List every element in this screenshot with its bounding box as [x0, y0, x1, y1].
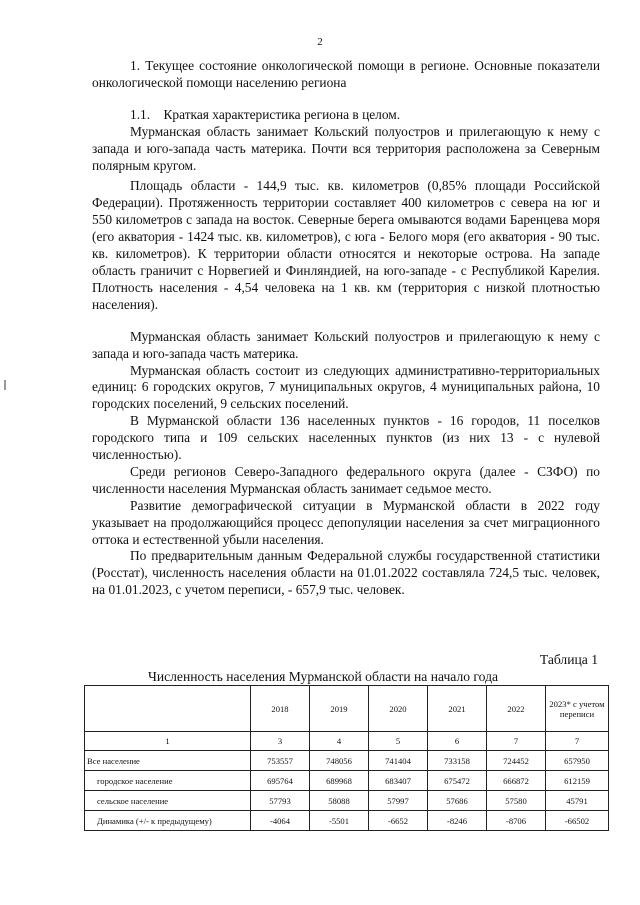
table-row: [85, 771, 609, 791]
paragraph: В Мурманской области 136 населенных пунктов - 16 городов, 11 поселков городского типа и 109 сельских населенных пунктов (из них 13 - с нулевой численностью).: [92, 413, 600, 463]
table-row: [85, 811, 609, 831]
header-cell: 2019: [310, 686, 369, 732]
row-label: городское население: [85, 771, 251, 791]
table-title: Численность населения Мурманской области на начало года: [148, 669, 499, 684]
table-header-row: [85, 686, 609, 732]
table-row: [85, 791, 609, 811]
table-cell: -66502: [546, 811, 609, 831]
table-cell: 689968: [310, 771, 369, 791]
paragraph: Мурманская область занимает Кольский полуостров и прилегающую к нему с запада и юго-запада часть материка.: [92, 328, 600, 361]
table-cell: 741404: [369, 751, 428, 771]
table-cell: 695764: [251, 771, 310, 791]
section-heading: 1. Текущее состояние онкологической помощи в регионе. Основные показатели онкологической помощи населению региона: [92, 58, 600, 90]
row-label: Все население: [85, 751, 251, 771]
header-cell: 2020: [369, 686, 428, 732]
numbering-cell: 4: [310, 732, 369, 751]
page-number: 2: [317, 36, 323, 48]
paragraph: Площадь области - 144,9 тыс. кв. километров (0,85% площади Российской Федерации). Протяженность территории составляет 400 километров с севера на юг и 550 километров с запада на восток. Северные берега омываются водами Баренцева моря (его акватория - 1424 тыс. кв. километров), с юга - Белого моря (его акватория - 90 тыс. кв. километров). К территории области относятся и некоторые острова. На западе область граничит с Норвегией и Финляндией, на юго-западе - с Республикой Карелия. Плотность населения - 4,54 человека на 1 кв. км (территория с низкой плотностью населения).: [92, 178, 600, 312]
numbering-cell: 7: [487, 732, 546, 751]
table-row: [85, 751, 609, 771]
table-cell: -6652: [369, 811, 428, 831]
numbering-cell: 1: [85, 732, 251, 751]
paragraph: Мурманская область состоит из следующих административно-территориальных единиц: 6 городских округов, 7 муниципальных округов, 4 муниципальных района, 10 городских поселений, 9 сельских поселений.: [92, 362, 600, 412]
table-cell: 733158: [428, 751, 487, 771]
paragraph: Развитие демографической ситуации в Мурманской области в 2022 году указывает на продолжающийся процесс депопуляции населения за счет миграционного оттока и естественной убыли населения.: [92, 497, 600, 547]
numbering-cell: 5: [369, 732, 428, 751]
table-cell: 612159: [546, 771, 609, 791]
table-cell: -8246: [428, 811, 487, 831]
table-cell: 748056: [310, 751, 369, 771]
header-cell: [85, 686, 251, 732]
numbering-cell: 3: [251, 732, 310, 751]
header-cell: 2018: [251, 686, 310, 732]
table-cell: 58088: [310, 791, 369, 811]
table-cell: 57580: [487, 791, 546, 811]
table-cell: -5501: [310, 811, 369, 831]
numbering-cell: 6: [428, 732, 487, 751]
header-cell: 2021: [428, 686, 487, 732]
table-cell: 45791: [546, 791, 609, 811]
header-cell: 2022: [487, 686, 546, 732]
table-cell: 724452: [487, 751, 546, 771]
header-cell: 2023* с учетом переписи: [546, 686, 609, 732]
paragraph: Среди регионов Северо-Западного федерального округа (далее - СЗФО) по численности населения Мурманская область занимает седьмое место.: [92, 463, 600, 496]
table-numbering-row: [85, 732, 609, 751]
table-cell: 666872: [487, 771, 546, 791]
paragraph: Мурманская область занимает Кольский полуостров и прилегающую к нему с запада и юго-запада часть материка. Почти вся территория расположена за Северным полярным кругом.: [92, 123, 600, 173]
document-body: [92, 58, 600, 599]
table-cell: 675472: [428, 771, 487, 791]
row-label: сельское население: [85, 791, 251, 811]
table-cell: 753557: [251, 751, 310, 771]
table-caption: Таблица 1: [539, 652, 598, 667]
table-cell: -4064: [251, 811, 310, 831]
scan-mark: [4, 380, 6, 390]
numbering-cell: 7: [546, 732, 609, 751]
paragraph: По предварительным данным Федеральной службы государственной статистики (Росстат), численность населения области на 01.01.2022 составляла 724,5 тыс. человек, на 01.01.2023, с учетом переписи, - 657,9 тыс. человек.: [92, 548, 600, 598]
table-cell: 57793: [251, 791, 310, 811]
table-cell: 57997: [369, 791, 428, 811]
table-cell: 683407: [369, 771, 428, 791]
table-cell: -8706: [487, 811, 546, 831]
population-table: [84, 685, 609, 831]
row-label: Динамика (+/- к предыдущему): [85, 811, 251, 831]
table-cell: 57686: [428, 791, 487, 811]
subsection-heading: 1.1. Краткая характеристика региона в целом.: [130, 106, 401, 122]
table-cell: 657950: [546, 751, 609, 771]
